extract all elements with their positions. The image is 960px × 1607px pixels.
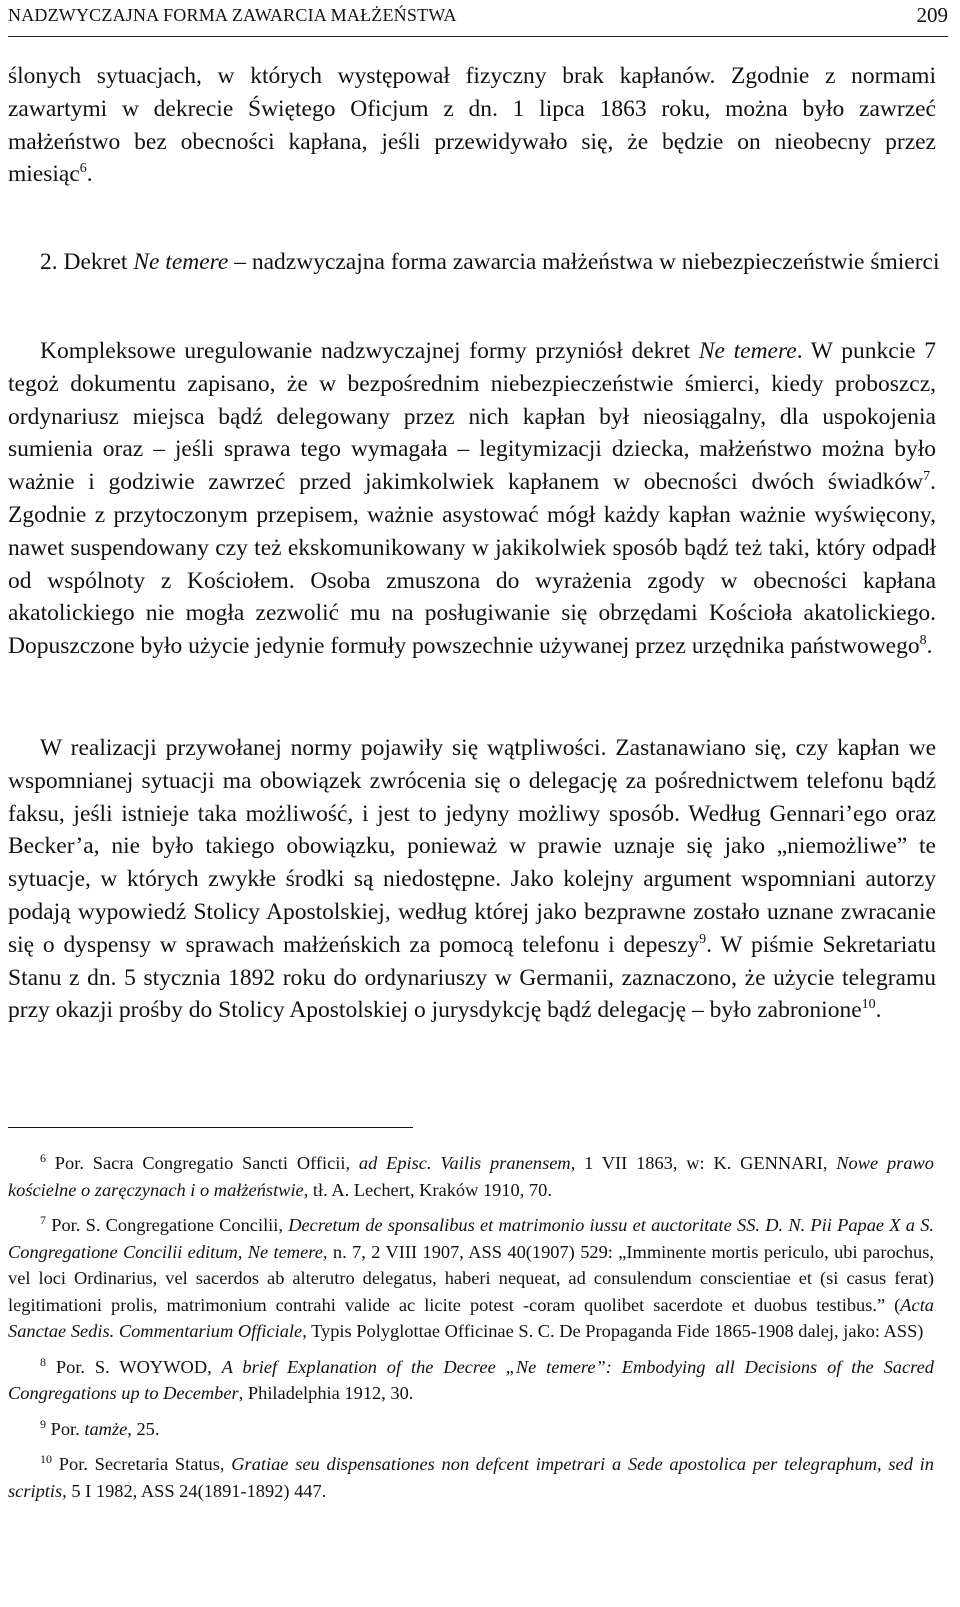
- footnote-text: Por. Secretaria Status,: [58, 1454, 225, 1474]
- footnote-italic: tamże: [84, 1418, 128, 1439]
- footnote-italic: A brief Explanation of the Decree „Ne temere”: Embodying all Decisions of the Sacred Congregations up to December: [8, 1356, 934, 1403]
- paragraph-text: ślonych sytuacjach, w których występował fizyczny brak kapłanów. Zgodnie z normami zawartymi w dekrecie Świętego Oficjum z dn. 1 lipca 1863 roku, można było zawrzeć małżeństwo bez obecności kapłana, jeśli przewidywało się, że będzie on nieobecny przez miesiąc: [8, 63, 936, 188]
- paragraph-text: Kompleksowe uregulowanie nadzwyczajnej formy przyniósł dekret: [40, 338, 691, 364]
- footnote-number: 6: [40, 1151, 46, 1165]
- footnote-text: Por.: [50, 1418, 80, 1439]
- footnote-10: [8, 1451, 934, 1504]
- footnote-number: 9: [40, 1416, 46, 1431]
- running-header: [8, 0, 948, 37]
- footnote-7: [8, 1212, 934, 1345]
- footnote-text: ,: [822, 1153, 828, 1173]
- footnotes: [8, 1150, 934, 1513]
- footnote-ref-8[interactable]: 8: [919, 633, 927, 649]
- page-number: 209: [916, 3, 948, 27]
- paragraph-text: . W piśmie Sekretariatu Stanu z dn. 5 stycznia 1892 roku do ordynariuszy w Germanii, zaznaczono, że użycie telegramu przy okazji prośby do Stolicy Apostolskiej o jurysdykcję bądź delegację – było zabronione: [8, 931, 936, 1024]
- footnote-italic: Gratiae seu dispensationes non defcent impetrari a Sede apostolica per telegraphum, sed in scriptis,: [8, 1454, 934, 1501]
- footnote-ref-6[interactable]: 6: [79, 161, 87, 177]
- author-name: ENNARI: [753, 1153, 823, 1173]
- footnote-italic: ad Episc. Vailis pranensem: [358, 1153, 571, 1173]
- footnote-ref-10[interactable]: 10: [861, 997, 876, 1013]
- paragraph: [8, 732, 936, 1027]
- paragraph: [8, 335, 936, 663]
- author-name: OYWOD: [136, 1356, 208, 1377]
- footnote-text: , Typis Polyglottae Officinae S. C. De Propaganda Fide 1865-1908 dalej, jako: ASS): [302, 1321, 924, 1341]
- footnote-italic: Nowe prawo kościelne o zaręczynach i o małżeństwie: [8, 1153, 934, 1200]
- footnote-text: Por. S. W: [55, 1356, 137, 1377]
- footnote-italic: Decretum de sponsalibus et matrimonio iussu et auctoritate SS. D. N. Pii Papae X a S. Congregatione Concilii editum, Ne temere,: [8, 1215, 934, 1262]
- paragraph-continued: [8, 60, 936, 191]
- footnote-text: Por. Sacra Congregatio Sancti Officii,: [54, 1153, 351, 1173]
- paragraph-text: .: [926, 633, 933, 660]
- footnote-9: [8, 1416, 934, 1443]
- footnote-text: n. 7, 2 VIII 1907, ASS 40(1907) 529: „Imminente mortis periculo, ubi parochus, vel loci Ordinarius, vel sacerdos ab alterutro delegatus, haberi nequeat, ad consulendum conscientiae et (si casus ferat) legitimationi prolis, matrimonium contrahi valide ac licite potest -coram quolibet sacerdote et duobus testibus.” (: [8, 1241, 934, 1315]
- footnote-text: , 1 VII 1863, w: K. G: [570, 1153, 754, 1173]
- heading-text: Dekret: [63, 249, 128, 275]
- paragraph-text: . Zgodnie z przytoczonym przepisem, ważnie asystować mógł każdy kapłan ważnie wyświęcony, nawet suspendowany czy też ekskomunikowany w jakikolwiek sposób bądź też taki, który odpadł od wspólnoty z Kościołem. Osoba zmuszona do wyrażenia zgody w obecności kapłana akatolickiego nie mogła zezwolić mu na posługiwanie się obrzędami Kościoła akatolickiego. Dopuszczone było użycie jedynie formuły powszechnie używanej przez urzędnika państwowego: [8, 469, 936, 660]
- footnote-text: , Philadelphia 1912, 30.: [238, 1383, 414, 1403]
- footnote-text: ,: [207, 1356, 212, 1377]
- footnote-text: Por. S. Congregatione Concilii,: [51, 1215, 283, 1235]
- footnote-6: [8, 1150, 934, 1203]
- heading-italic: Ne temere: [133, 249, 229, 275]
- footnote-number: 10: [40, 1452, 52, 1466]
- footnote-ref-9[interactable]: 9: [699, 931, 707, 947]
- footnote-8: [8, 1354, 934, 1407]
- paragraph-text: .: [875, 997, 882, 1024]
- footnote-ref-7[interactable]: 7: [923, 469, 931, 485]
- heading-text: – nadzwyczajna forma zawarcia małżeństwa w niebezpieczeństwie śmierci: [234, 249, 940, 275]
- footnote-text: , 25.: [127, 1418, 160, 1439]
- section-heading: [8, 246, 960, 279]
- footnote-text: , tł. A. Lechert, Kraków 1910, 70.: [303, 1179, 552, 1200]
- paragraph-text: .: [86, 161, 93, 188]
- footnote-separator: [8, 1127, 413, 1128]
- paragraph-text: W realizacji przywołanej normy pojawiły się wątpliwości. Zastanawiano się, czy kapłan we wspomnianej sytuacji ma obowiązek zwrócenia się o delegację za pośrednictwem telefonu bądź faksu, jeśli istnieje taka możliwość, i jest to jedyny możliwy sposób. Według Gennari’ego oraz Becker’a, nie było takiego obowiązku, ponieważ w prawie uznaje się jako „niemożliwe” te sytuacje, w których zwykłe środki są niedostępne. Jako kolejny argument wspomniani autorzy podają wypowiedź Stolicy Apostolskiej, według której jako bezprawne zostało uznane zwracanie się o dyspensy w sprawach małżeńskich za pomocą telefonu i depeszy: [8, 735, 936, 958]
- footnote-number: 7: [40, 1213, 46, 1227]
- footnote-italic: Acta Sanctae Sedis. Commentarium Officiale: [8, 1294, 934, 1341]
- section-number: 2.: [40, 249, 58, 275]
- footnote-text: 5 I 1982, ASS 24(1891-1892) 447.: [71, 1480, 327, 1501]
- italic-term: Ne temere: [698, 338, 797, 364]
- footnote-number: 8: [40, 1354, 46, 1369]
- paragraph-text: . W punkcie 7 tegoż dokumentu zapisano, że w bezpośrednim niebezpieczeństwie śmierci, kiedy proboszcz, ordynariusz miejsca bądź delegowany przez nich kapłan był nieosiągalny, dla uspokojenia sumienia oraz – jeśli sprawa tego wymagała – legitymizacji dziecka, małżeństwo można było ważnie i godziwie zawrzeć przed jakimkolwiek kapłanem w obecności dwóch świadków: [8, 338, 937, 496]
- running-title: NADZWYCZAJNA FORMA ZAWARCIA MAŁŻEŃSTWA: [8, 5, 457, 25]
